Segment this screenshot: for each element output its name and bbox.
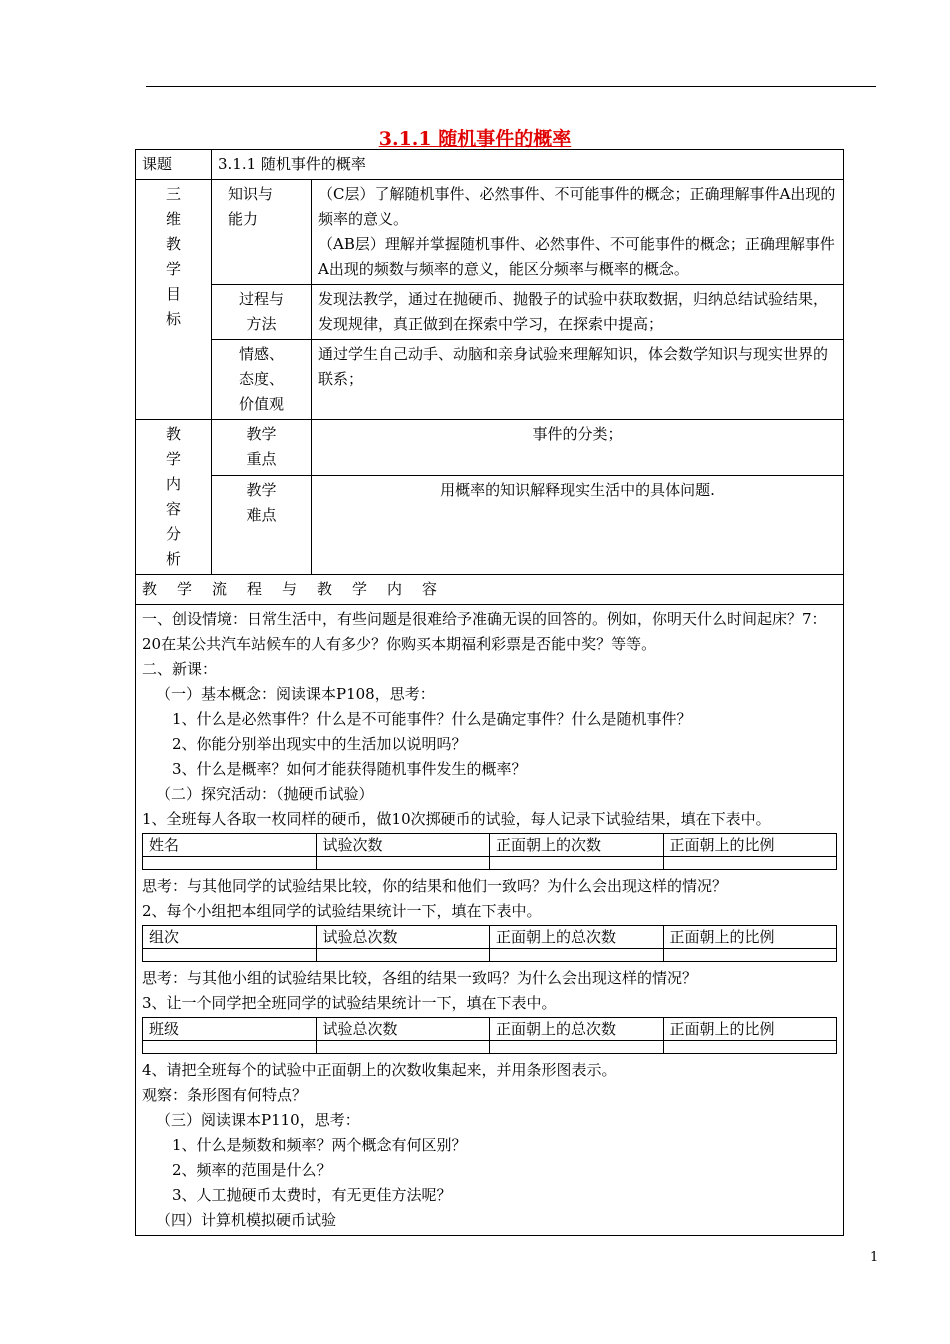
individual-results-table bbox=[142, 833, 837, 870]
reading-question-2: 2、频率的范围是什么？ bbox=[172, 1161, 332, 1179]
question-1: 1、什么是必然事件？什么是不可能事件？什么是确定事件？什么是随机事件？ bbox=[172, 710, 692, 728]
header-rule bbox=[146, 86, 876, 87]
analysis-difficulty-text: 用概率的知识解释现实生活中的具体问题. bbox=[312, 476, 844, 575]
goal-attitude-text: 通过学生自己动手、动脑和亲身试验来理解知识，体会数学知识与现实世界的联系； bbox=[312, 340, 844, 420]
lesson-row bbox=[136, 150, 844, 180]
think-2: 思考：与其他小组的试验结果比较，各组的结果一致吗？为什么会出现这样的情况？ bbox=[142, 969, 698, 987]
goal-knowledge-label: 知识与 能力 bbox=[212, 180, 312, 285]
content-cell bbox=[136, 605, 844, 1236]
analysis-row-difficulty bbox=[136, 476, 844, 575]
step-1: 1、全班每人各取一枚同样的硬币，做10次掷硬币的试验，每人记录下试验结果，填在下表中。 bbox=[142, 810, 771, 828]
paragraph-intro: 一、创设情境：日常生活中，有些问题是很难给予准确无误的回答的。例如，你明天什么时间起床？7：20在某公共汽车站候车的人有多少？你购买本期福利彩票是否能中奖？等等。 bbox=[142, 610, 827, 653]
goal-process-label: 过程与 方法 bbox=[212, 285, 312, 340]
step-3: 3、让一个同学把全班同学的试验结果统计一下，填在下表中。 bbox=[142, 994, 557, 1012]
think-1: 思考：与其他同学的试验结果比较，你的结果和他们一致吗？为什么会出现这样的情况？ bbox=[142, 877, 728, 895]
section-simulation: （四）计算机模拟硬币试验 bbox=[156, 1211, 337, 1229]
lesson-value: 3.1.1 随机事件的概率 bbox=[212, 150, 844, 180]
lesson-label: 课题 bbox=[136, 150, 212, 180]
group-results-table bbox=[142, 925, 837, 962]
reading-question-3: 3、人工抛硬币太费时，有无更佳方法呢？ bbox=[172, 1186, 452, 1204]
table-blank-row bbox=[143, 1041, 837, 1054]
table-blank-row bbox=[143, 857, 837, 870]
table-header-row: 姓名 试验次数 正面朝上的次数 正面朝上的比例 bbox=[143, 834, 837, 857]
class-results-table bbox=[142, 1017, 837, 1054]
goal-row-knowledge bbox=[136, 180, 844, 285]
goal-attitude-label: 情感、 态度、 价值观 bbox=[212, 340, 312, 420]
flow-header-row bbox=[136, 575, 844, 605]
analysis-row-key bbox=[136, 420, 844, 476]
goal-row-process bbox=[136, 285, 844, 340]
analysis-key-label: 教学 重点 bbox=[212, 420, 312, 476]
table-blank-row bbox=[143, 949, 837, 962]
goals-label: 三 维 教 学 目 标 bbox=[136, 180, 212, 420]
content-row bbox=[136, 605, 844, 1236]
section-basic-concepts: （一）基本概念：阅读课本P108，思考： bbox=[156, 685, 435, 703]
goal-row-attitude bbox=[136, 340, 844, 420]
analysis-difficulty-label: 教学 难点 bbox=[212, 476, 312, 575]
analysis-key-text: 事件的分类； bbox=[312, 420, 844, 476]
step-4: 4、请把全班每个的试验中正面朝上的次数收集起来，并用条形图表示。 bbox=[142, 1061, 617, 1079]
goal-knowledge-text: （C层）了解随机事件、必然事件、不可能事件的概念；正确理解事件A出现的频率的意义。 （AB层）理解并掌握随机事件、必然事件、不可能事件的概念；正确理解事件A出现的频数与频率的意义，能区分频率与概率的概念。 bbox=[312, 180, 844, 285]
lesson-plan-table bbox=[135, 149, 844, 1236]
table-header-row: 组次 试验总次数 正面朝上的总次数 正面朝上的比例 bbox=[143, 926, 837, 949]
table-header-row: 班级 试验总次数 正面朝上的总次数 正面朝上的比例 bbox=[143, 1018, 837, 1041]
page-number: 1 bbox=[870, 1250, 879, 1265]
observe: 观察：条形图有何特点？ bbox=[142, 1086, 308, 1104]
goal-process-text: 发现法教学，通过在抛硬币、抛骰子的试验中获取数据，归纳总结试验结果，发现规律，真正做到在探索中学习，在探索中提高； bbox=[312, 285, 844, 340]
question-2: 2、你能分别举出现实中的生活加以说明吗？ bbox=[172, 735, 467, 753]
analysis-label: 教 学 内 容 分 析 bbox=[136, 420, 212, 575]
paragraph-new-lesson: 二、新课： bbox=[142, 660, 218, 678]
flow-header: 教学流程与教学内容 bbox=[136, 575, 844, 605]
document-title: 3.1.1 随机事件的概率 bbox=[378, 128, 572, 150]
reading-question-1: 1、什么是频数和频率？两个概念有何区别？ bbox=[172, 1136, 467, 1154]
question-3: 3、什么是概率？如何才能获得随机事件发生的概率？ bbox=[172, 760, 527, 778]
section-reading: （三）阅读课本P110，思考： bbox=[156, 1111, 360, 1129]
step-2: 2、每个小组把本组同学的试验结果统计一下，填在下表中。 bbox=[142, 902, 542, 920]
section-activity: （二）探究活动：（抛硬币试验） bbox=[156, 785, 374, 803]
